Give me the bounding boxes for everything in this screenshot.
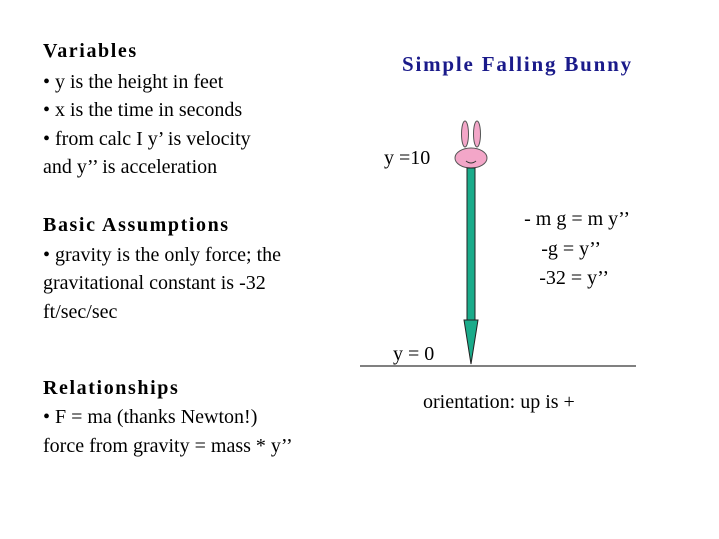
arrow-head (464, 320, 478, 364)
variables-line-3: • from calc I y’ is velocity (43, 128, 251, 150)
top-height-label: y =10 (384, 147, 431, 169)
assumptions-heading: Basic Assumptions (43, 214, 230, 236)
bunny-head (455, 148, 487, 168)
equation-line-3: -32 = y’’ (539, 267, 609, 289)
bunny-left-ear (462, 121, 469, 147)
variables-line-4: and y’’ is acceleration (43, 156, 218, 178)
arrow-shaft (467, 168, 475, 322)
bunny-right-ear (474, 121, 481, 147)
variables-line-2: • x is the time in seconds (43, 99, 243, 121)
relationships-line-1: • F = ma (thanks Newton!) (43, 406, 258, 428)
assumptions-line-1: • gravity is the only force; the (43, 244, 282, 266)
relationships-line-2: force from gravity = mass * y’’ (43, 435, 293, 457)
ground-height-label: y = 0 (393, 343, 435, 365)
equation-line-1: - m g = m y’’ (524, 208, 630, 230)
relationships-heading: Relationships (43, 377, 180, 399)
assumptions-line-2: gravitational constant is -32 (43, 272, 266, 294)
variables-heading: Variables (43, 40, 138, 62)
variables-line-1: • y is the height in feet (43, 71, 224, 93)
equation-line-2: -g = y’’ (541, 238, 601, 260)
assumptions-line-3: ft/sec/sec (43, 301, 118, 323)
diagram-title: Simple Falling Bunny (402, 52, 633, 76)
orientation-note: orientation: up is + (423, 391, 575, 413)
